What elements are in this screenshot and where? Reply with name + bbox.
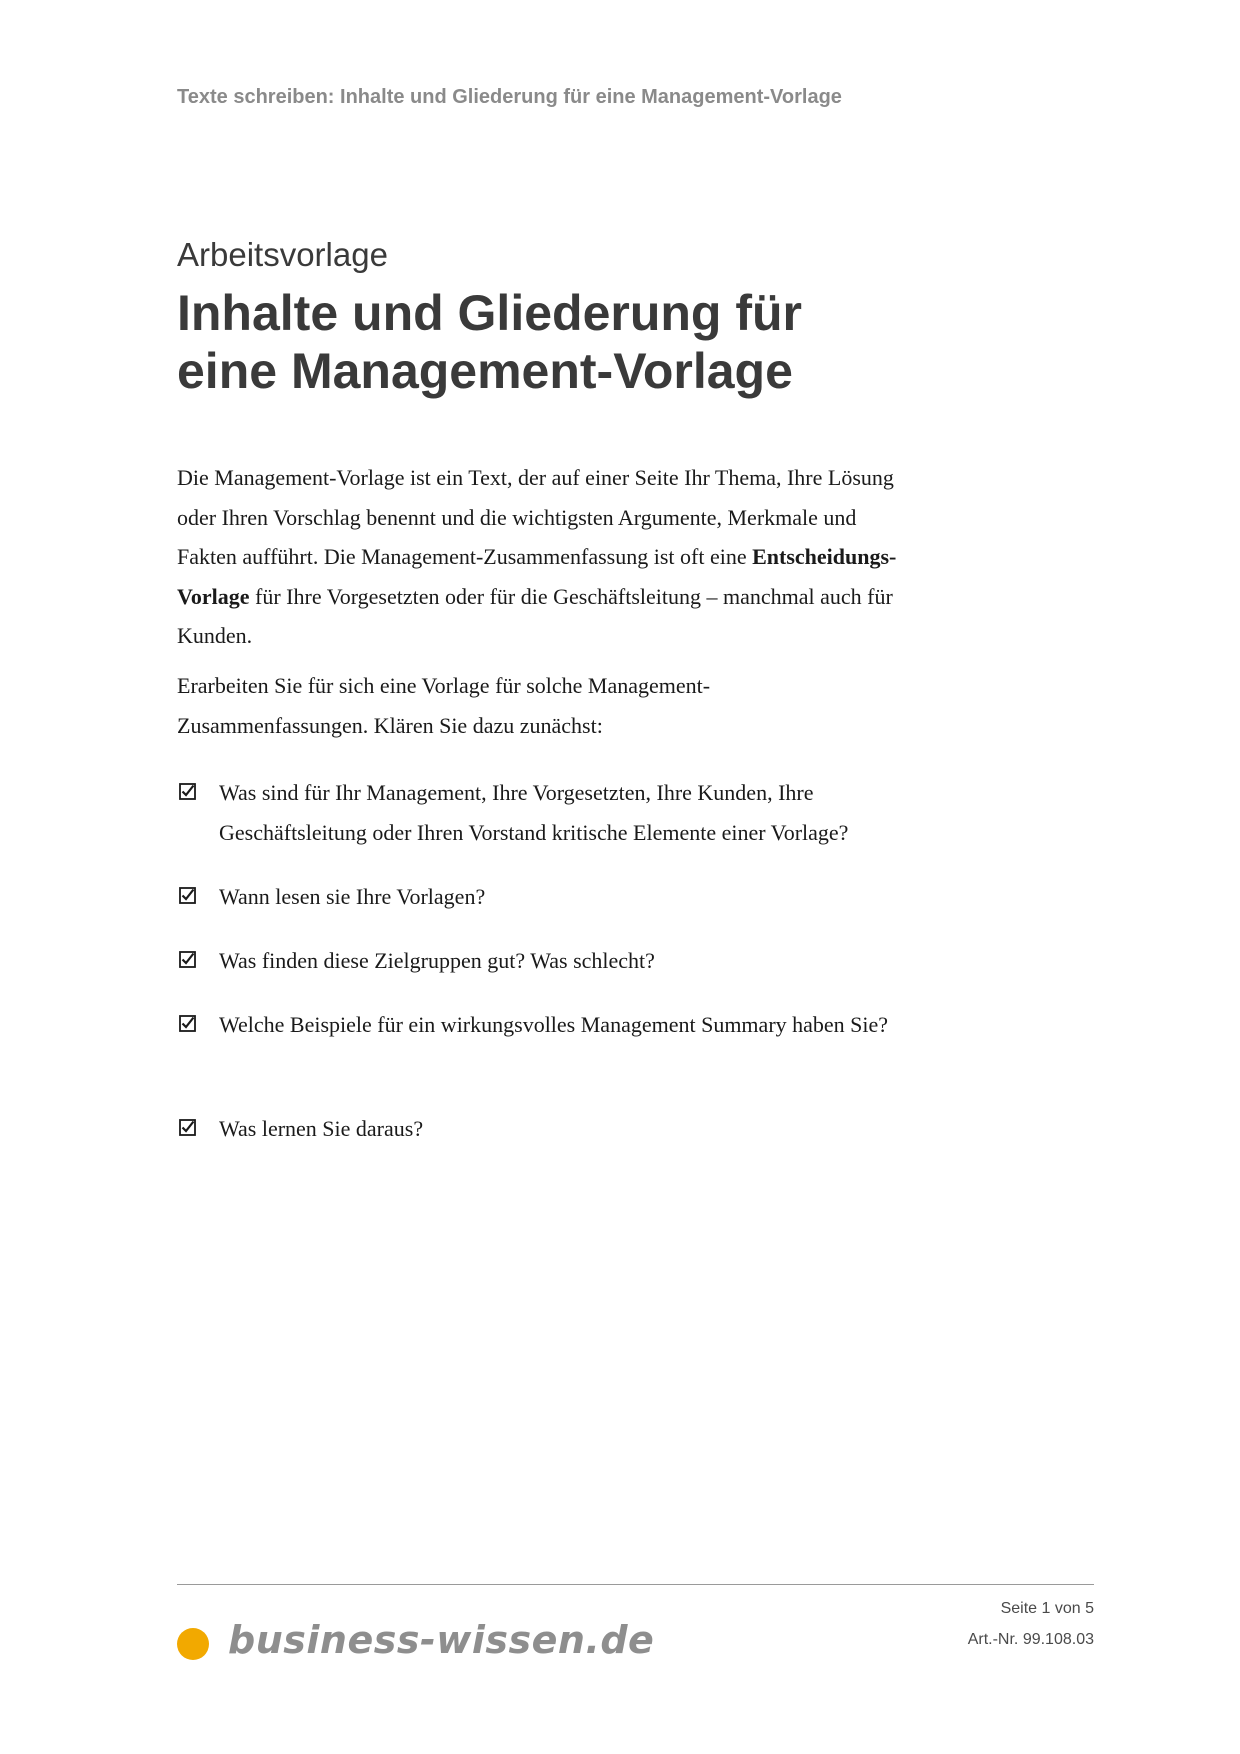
brand-name: business-wissen.de: [228, 1618, 655, 1662]
checklist-item: [177, 1005, 897, 1045]
document-kicker: Arbeitsvorlage: [177, 236, 388, 273]
checklist-item-text: Welche Beispiele für ein wirkungsvolles Management Summary haben Sie?: [219, 1012, 889, 1037]
checklist-item: [177, 941, 897, 981]
checked-box-icon: [179, 1119, 196, 1136]
intro-text-end: für Ihre Vorgesetzten oder für die Geschäftsleitung – manchmal auch für Kunden.: [177, 583, 893, 648]
checked-box-icon: [179, 951, 196, 968]
page-number: Seite 1 von 5: [1000, 1600, 1094, 1617]
document-title: [177, 284, 802, 400]
instruction-paragraph: Erarbeiten Sie für sich eine Vorlage für solche Management-Zusammenfassungen. Klären Sie dazu zunächst:: [177, 673, 711, 738]
document-title-line-2: eine Management-Vorlage: [177, 343, 793, 399]
document-title-line-1: Inhalte und Gliederung für: [177, 285, 802, 341]
checked-box-icon: [179, 783, 196, 800]
checklist-item-text: Wann lesen sie Ihre Vorlagen?: [219, 884, 486, 909]
checked-box-icon: [179, 887, 196, 904]
intro-text-start: Die Management-Vorlage ist ein Text, der auf einer Seite Ihr Thema, Ihre Lösung oder Ihren Vorschlag benennt und die wichtigsten Argumente, Merkmale und Fakten aufführt. Die Management-Zusammenfassung ist oft eine: [177, 465, 894, 569]
checklist-item-text: Was lernen Sie daraus?: [219, 1116, 424, 1141]
checklist-item: [177, 1109, 897, 1149]
checklist-item: [177, 773, 897, 852]
checklist-item: [177, 877, 897, 917]
running-header: Texte schreiben: Inhalte und Gliederung für eine Management-Vorlage: [177, 86, 842, 108]
article-number: Art.-Nr. 99.108.03: [967, 1631, 1094, 1648]
intro-paragraph: [177, 458, 897, 656]
checklist-item-text: Was sind für Ihr Management, Ihre Vorgesetzten, Ihre Kunden, Ihre Geschäftsleitung oder Ihren Vorstand kritische Elemente einer Vorlage?: [219, 780, 849, 845]
intro-bold-term: Entscheidungs-Vorlage: [177, 544, 897, 609]
checked-box-icon: [179, 1015, 196, 1032]
brand-dot-icon: [177, 1628, 209, 1660]
footer-divider: [177, 1584, 1094, 1585]
checklist-item-text: Was finden diese Zielgruppen gut? Was schlecht?: [219, 948, 655, 973]
